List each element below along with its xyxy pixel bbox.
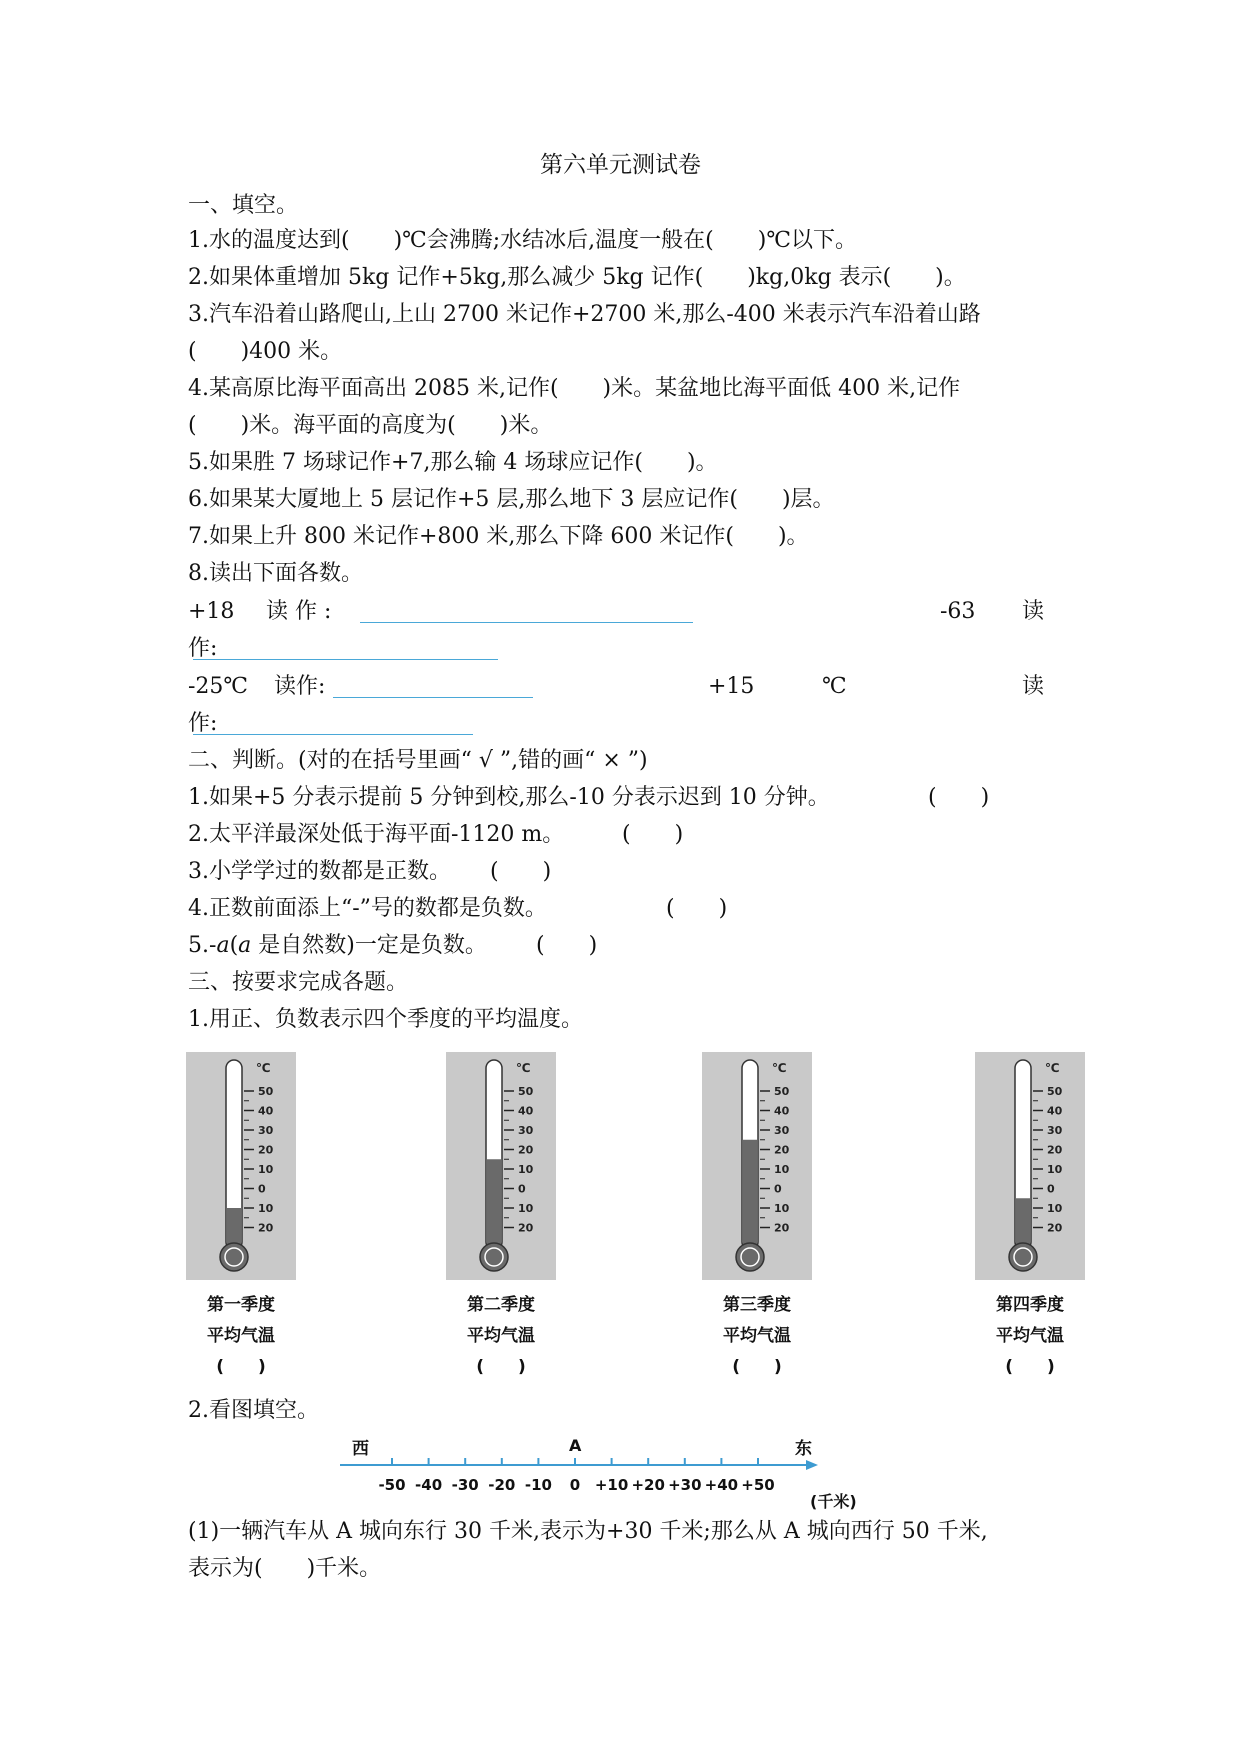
- question-1-3-line2: ( )400 米。: [188, 339, 343, 364]
- thermometer-liquid: [487, 1159, 501, 1250]
- thermometer-tick-label: 10: [1047, 1163, 1063, 1176]
- thermometer-tick-label: 50: [774, 1085, 790, 1098]
- caption-paren[interactable]: ( ): [1005, 1357, 1055, 1377]
- read4-unit: ℃: [822, 674, 847, 699]
- section1-heading: 一、填空。: [188, 193, 299, 218]
- thermometer-bulb: [1009, 1243, 1037, 1271]
- thermometer-tick-label: 30: [1047, 1124, 1063, 1137]
- caption-season: 第四季度: [996, 1295, 1064, 1315]
- question-1-8: 8.读出下面各数。: [188, 561, 363, 586]
- judge-5-part-a: 5.-: [188, 933, 217, 958]
- read2-label-start: 读: [1022, 599, 1045, 624]
- number-line-label: -30: [451, 1476, 479, 1494]
- thermometer-tick-label: 30: [518, 1124, 534, 1137]
- number-line-unit: (千米): [810, 1492, 857, 1511]
- caption-label: 平均气温: [723, 1326, 791, 1346]
- thermometer-liquid: [743, 1140, 757, 1250]
- thermometer-tick-label: 40: [258, 1104, 274, 1118]
- number-line-label: -50: [378, 1476, 406, 1494]
- thermometer-tick-label: 20: [774, 1143, 790, 1157]
- thermometer-tick-label: 40: [1047, 1104, 1063, 1118]
- thermometer-tick-label: 50: [258, 1085, 274, 1098]
- number-line-arrow: [806, 1460, 818, 1470]
- read2-label-end: 作:: [188, 636, 218, 661]
- thermometer-drawing: [186, 1052, 296, 1280]
- thermometer-drawing: [446, 1052, 556, 1280]
- thermometer-caption: [446, 1290, 556, 1383]
- thermometer-tick-label: 10: [518, 1202, 534, 1215]
- thermometer: [702, 1052, 812, 1280]
- number-line-label: -40: [415, 1476, 443, 1494]
- thermometer-unit: ℃: [772, 1061, 787, 1075]
- question-3-1: 1.用正、负数表示四个季度的平均温度。: [188, 1007, 583, 1032]
- thermometer-unit: ℃: [1045, 1061, 1060, 1075]
- thermometer-tick-label: 40: [774, 1104, 790, 1118]
- judge-1-paren[interactable]: ( ): [928, 785, 990, 810]
- thermometer-tick-label: 10: [774, 1163, 790, 1176]
- caption-season: 第三季度: [723, 1295, 791, 1315]
- caption-label: 平均气温: [467, 1326, 535, 1346]
- read2-number: -63: [940, 599, 976, 624]
- question-1-4-line1: 4.某高原比海平面高出 2085 米,记作( )米。某盆地比海平面低 400 米,记作: [188, 376, 961, 401]
- thermometer-tick-label: 0: [518, 1182, 526, 1196]
- thermometer-tick-label: 10: [518, 1163, 534, 1176]
- judge-1-text: 1.如果+5 分表示提前 5 分钟到校,那么-10 分表示迟到 10 分钟。: [188, 785, 830, 810]
- thermometer-tick-label: 0: [774, 1182, 782, 1196]
- read1-label: 读 作 :: [266, 599, 332, 624]
- thermometer-bulb: [480, 1243, 508, 1271]
- read1-number: +18: [188, 599, 235, 624]
- number-line-label: +10: [594, 1476, 629, 1494]
- page-title: 第六单元测试卷: [540, 152, 701, 178]
- thermometer-liquid: [1016, 1198, 1030, 1250]
- thermometer: [975, 1052, 1085, 1280]
- thermometer-bulb: [220, 1243, 248, 1271]
- read3-label: 读作:: [274, 674, 326, 699]
- judge-4-paren[interactable]: ( ): [666, 896, 728, 921]
- thermometer-drawing: [702, 1052, 812, 1280]
- thermometer-unit: ℃: [256, 1061, 271, 1075]
- caption-paren[interactable]: ( ): [476, 1357, 526, 1377]
- thermometer-tick-label: 0: [1047, 1182, 1055, 1196]
- section3-heading: 三、按要求完成各题。: [188, 970, 409, 995]
- thermometer-tick-label: 20: [258, 1221, 274, 1235]
- thermometer-tick-label: 10: [258, 1163, 274, 1176]
- thermometer-tick-label: 50: [1047, 1085, 1063, 1098]
- number-line-label: +30: [668, 1476, 702, 1494]
- thermometer: [446, 1052, 556, 1280]
- judge-5-var-a: a: [216, 933, 230, 958]
- number-line-label: +40: [704, 1476, 739, 1494]
- question-3-2-1-line2: 表示为( )千米。: [188, 1556, 382, 1581]
- question-1-2: 2.如果体重增加 5kg 记作+5kg,那么减少 5kg 记作( )kg,0kg 表示( )。: [188, 265, 966, 290]
- thermometer-caption: [975, 1290, 1085, 1383]
- thermometer: [186, 1052, 296, 1280]
- read4-label-end: 作:: [188, 711, 218, 736]
- thermometer-tick-label: 40: [518, 1104, 534, 1118]
- thermometer-tick-label: 10: [1047, 1202, 1063, 1215]
- read4-number: +15: [708, 674, 755, 699]
- question-1-5: 5.如果胜 7 场球记作+7,那么输 4 场球应记作( )。: [188, 450, 718, 475]
- thermometer-caption: [702, 1290, 812, 1383]
- number-line-label: +50: [741, 1476, 775, 1494]
- judge-5-var-a2: a: [238, 933, 252, 958]
- number-line-label: -20: [488, 1476, 516, 1494]
- read3-answer-line[interactable]: [333, 697, 533, 698]
- number-line-label: +20: [631, 1476, 665, 1494]
- number-line-label: 0: [569, 1476, 581, 1494]
- read3-number: -25℃: [188, 674, 249, 699]
- caption-label: 平均气温: [996, 1326, 1064, 1346]
- thermometer-tick-label: 20: [518, 1221, 534, 1235]
- thermometer-tick-label: 20: [1047, 1143, 1063, 1157]
- read1-answer-line[interactable]: [360, 622, 693, 623]
- number-line-label: -10: [524, 1476, 552, 1494]
- question-1-3-line1: 3.汽车沿着山路爬山,上山 2700 米记作+2700 米,那么-400 米表示汽车沿着山路: [188, 302, 981, 327]
- west-label: 西: [352, 1439, 369, 1459]
- thermometer-tick-label: 20: [774, 1221, 790, 1235]
- thermometer-tick-label: 20: [1047, 1221, 1063, 1235]
- thermometer-tick-label: 20: [258, 1143, 274, 1157]
- caption-label: 平均气温: [207, 1326, 275, 1346]
- caption-season: 第二季度: [467, 1295, 535, 1315]
- section2-heading: 二、判断。(对的在括号里画“ √ ”,错的画“ × ”): [188, 748, 648, 773]
- question-3-2: 2.看图填空。: [188, 1398, 319, 1423]
- judge-5-part-c: 是自然数)一定是负数。: [251, 933, 487, 958]
- caption-season: 第一季度: [207, 1295, 275, 1315]
- thermometer-tick-label: 10: [774, 1202, 790, 1215]
- thermometer-tick-label: 0: [258, 1182, 266, 1196]
- judge-2-text: 2.太平洋最深处低于海平面-1120 m。: [188, 822, 565, 847]
- read2-answer-line[interactable]: [193, 659, 498, 660]
- thermometer-tick-label: 10: [258, 1202, 274, 1215]
- east-label: 东: [795, 1439, 812, 1459]
- thermometer-tick-label: 20: [518, 1143, 534, 1157]
- thermometer-tick-label: 50: [518, 1085, 534, 1098]
- thermometer-drawing: [975, 1052, 1085, 1280]
- caption-paren[interactable]: ( ): [732, 1357, 782, 1377]
- question-1-1: 1.水的温度达到( )℃会沸腾;水结冰后,温度一般在( )℃以下。: [188, 228, 857, 253]
- judge-5-text: [188, 931, 487, 961]
- thermometer-caption: [186, 1290, 296, 1383]
- read4-label-start: 读: [1022, 674, 1045, 699]
- thermometer-tick-label: 30: [774, 1124, 790, 1137]
- judge-5-part-b: (: [229, 933, 239, 958]
- thermometer-unit: ℃: [516, 1061, 531, 1075]
- question-3-2-1-line1: (1)一辆汽车从 A 城向东行 30 千米,表示为+30 千米;那么从 A 城向西行 50 千米,: [188, 1519, 988, 1544]
- judge-5-paren[interactable]: ( ): [536, 933, 598, 958]
- point-a-label: A: [569, 1436, 582, 1455]
- judge-3-text: 3.小学学过的数都是正数。: [188, 859, 451, 884]
- judge-3-paren[interactable]: ( ): [490, 859, 552, 884]
- thermometer-bulb: [736, 1243, 764, 1271]
- judge-2-paren[interactable]: ( ): [622, 822, 684, 847]
- question-1-4-line2: ( )米。海平面的高度为( )米。: [188, 413, 553, 438]
- thermometer-tick-label: 30: [258, 1124, 274, 1137]
- question-1-6: 6.如果某大厦地上 5 层记作+5 层,那么地下 3 层应记作( )层。: [188, 487, 835, 512]
- caption-paren[interactable]: ( ): [216, 1357, 266, 1377]
- question-1-7: 7.如果上升 800 米记作+800 米,那么下降 600 米记作( )。: [188, 524, 809, 549]
- judge-4-text: 4.正数前面添上“-”号的数都是负数。: [188, 896, 547, 921]
- read4-answer-line[interactable]: [193, 734, 473, 735]
- number-line: [340, 1432, 857, 1514]
